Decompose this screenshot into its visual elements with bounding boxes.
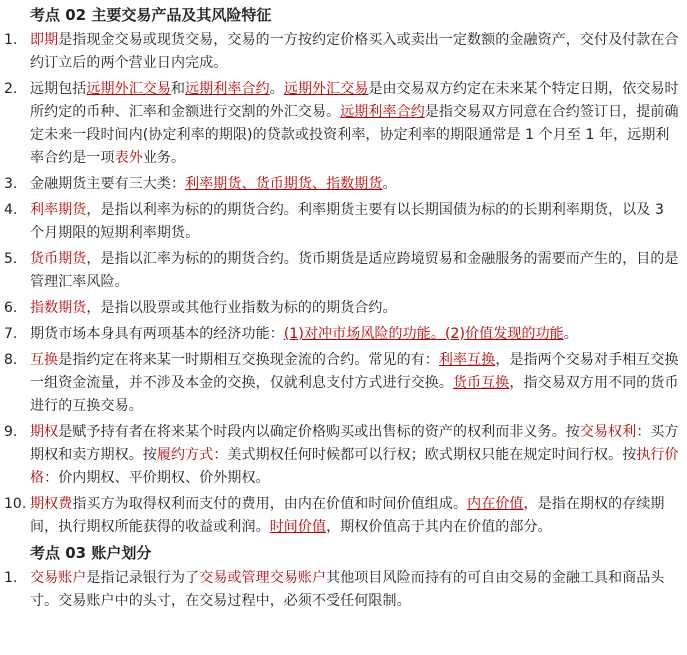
item-number: 8. <box>4 352 18 368</box>
item-text <box>30 493 681 539</box>
list-item <box>4 323 681 346</box>
list-item <box>4 493 681 539</box>
item-text <box>30 323 681 346</box>
item-text <box>30 78 681 170</box>
section-heading-02: 考点 02 主要交易产品及其风险特征 <box>30 6 272 24</box>
list-item <box>4 29 681 75</box>
text-segment: 业务。 <box>142 150 186 166</box>
highlighted-term: 交易权利 <box>579 424 637 440</box>
highlighted-term: 即期 <box>30 32 59 48</box>
text-segment: 是指交易双方同意在合约签订日，提前确定未来一段时间内(协定利率的期限)的贷款或投资利率，协定利率的期限通常是 1 个月至 1 年，远期利率合约是一项 <box>30 104 679 166</box>
highlighted-term: 货币期货 <box>30 251 87 267</box>
item-text <box>30 173 681 196</box>
highlighted-term: 利率期货、货币期货、指数期货 <box>185 176 383 192</box>
item-number: 4. <box>4 202 18 218</box>
text-segment: 金融期货主要有三大类： <box>30 176 186 192</box>
highlighted-term: 指数期货 <box>30 300 87 316</box>
highlighted-term: 表外 <box>114 150 143 166</box>
highlighted-term: 远期利率合约 <box>185 81 270 97</box>
list-item <box>4 297 681 320</box>
list-item <box>4 78 681 170</box>
list-item <box>4 567 681 613</box>
text-segment: ：美式期权任何时候都可以行权；欧式期权只能在规定时间行权。按 <box>213 447 637 463</box>
text-segment: 是由交易双方约定在未来某个特定日期，依交易时所约定的币种、汇率和金额进行交割的外汇交易。 <box>30 81 679 120</box>
item-text <box>30 349 681 418</box>
highlighted-term: 时间价值 <box>269 519 327 535</box>
text-segment: 和 <box>171 81 186 97</box>
highlighted-term: 利率期货 <box>30 202 87 218</box>
text-segment: 期货市场本身具有两项基本的经济功能： <box>30 326 284 342</box>
item-text <box>30 567 681 613</box>
text-segment: ，是指以汇率为标的的期货合约。货币期货是适应跨境贸易和金融服务的需要而产生的，目的是管理汇率风险。 <box>30 251 679 290</box>
item-number: 1. <box>4 570 18 586</box>
text-segment: ，期权价值高于其内在价值的部分。 <box>326 519 552 535</box>
highlighted-term: 内在价值 <box>467 496 524 512</box>
highlighted-term: 利率互换 <box>438 352 496 368</box>
highlighted-term: 期权费 <box>30 496 73 512</box>
list-item <box>4 248 681 294</box>
text-segment: 是指现金交易或现货交易，交易的一方按约定价格买入或卖出一定数额的金融资产，交付及付款在合约订立后的两个营业日内完成。 <box>30 32 679 71</box>
text-segment: 其他项目风险而持有的可自由交易的金融工具和商品头寸。交易账户中的头寸，在交易过程中，必须不受任何限制。 <box>30 570 665 609</box>
text-segment: 。 <box>563 326 578 342</box>
highlighted-term: 履约方式 <box>156 447 214 463</box>
text-segment: ：买方期权和卖方期权。按 <box>30 424 679 463</box>
list-item <box>4 349 681 418</box>
highlighted-term: 执行价格 <box>30 447 679 486</box>
list-item <box>4 173 681 196</box>
text-segment: ：价内期权、平价期权、价外期权。 <box>44 470 270 486</box>
item-number: 9. <box>4 424 18 440</box>
highlighted-term: 远期外汇交易 <box>86 81 172 97</box>
text-segment: 是指记录银行为了 <box>86 570 200 586</box>
text-segment: ，是指以股票或其他行业指数为标的的期货合约。 <box>86 300 397 316</box>
item-number: 2. <box>4 81 18 97</box>
item-text <box>30 297 681 320</box>
text-segment: 是指约定在将来某一时期相互交换现金流的合约。常见的有： <box>58 352 439 368</box>
section-heading-03: 考点 03 账户划分 <box>30 544 152 562</box>
item-text <box>30 421 681 490</box>
item-number: 6. <box>4 300 18 316</box>
text-segment: 。 <box>269 81 284 97</box>
highlighted-term: (1)对冲市场风险的功能。(2)价值发现的功能 <box>283 326 564 342</box>
item-number: 1. <box>4 32 18 48</box>
highlighted-term: 远期利率合约 <box>340 104 425 120</box>
item-text <box>30 29 681 75</box>
text-segment: 指买方为取得权利而支付的费用，由内在价值和时间价值组成。 <box>72 496 468 512</box>
item-text <box>30 248 681 294</box>
text-segment: ，是指在期权的存续期间，执行期权所能获得的收益或利润。 <box>30 496 665 535</box>
highlighted-term: 互换 <box>30 352 59 368</box>
text-segment: ，是指以利率为标的的期货合约。利率期货主要有以长期国债为标的的长期利率期货，以及 3 个月期限的短期利率期货。 <box>30 202 664 241</box>
highlighted-term: 货币互换 <box>453 375 510 391</box>
text-segment: ，是指两个交易对手相互交换一组资金流量，并不涉及本金的交换，仅就利息支付方式进行交换。 <box>30 352 679 391</box>
highlighted-term: 交易或管理交易账户 <box>199 570 327 586</box>
list-item <box>4 421 681 490</box>
section-03-list <box>4 567 681 613</box>
text-segment: 是赋予持有者在将来某个时段内以确定价格购买或出售标的资产的权利而非义务。按 <box>58 424 580 440</box>
section-02-list <box>4 29 681 539</box>
highlighted-term: 期权 <box>30 424 59 440</box>
list-item <box>4 199 681 245</box>
item-number: 10. <box>4 496 27 512</box>
highlighted-term: 交易账户 <box>30 570 87 586</box>
text-segment: ，指交易双方用不同的货币进行的互换交易。 <box>30 375 679 414</box>
item-number: 3. <box>4 176 18 192</box>
text-segment: 远期包括 <box>30 81 87 97</box>
highlighted-term: 远期外汇交易 <box>283 81 369 97</box>
item-text <box>30 199 681 245</box>
item-number: 5. <box>4 251 18 267</box>
text-segment: 。 <box>382 176 397 192</box>
item-number: 7. <box>4 326 18 342</box>
